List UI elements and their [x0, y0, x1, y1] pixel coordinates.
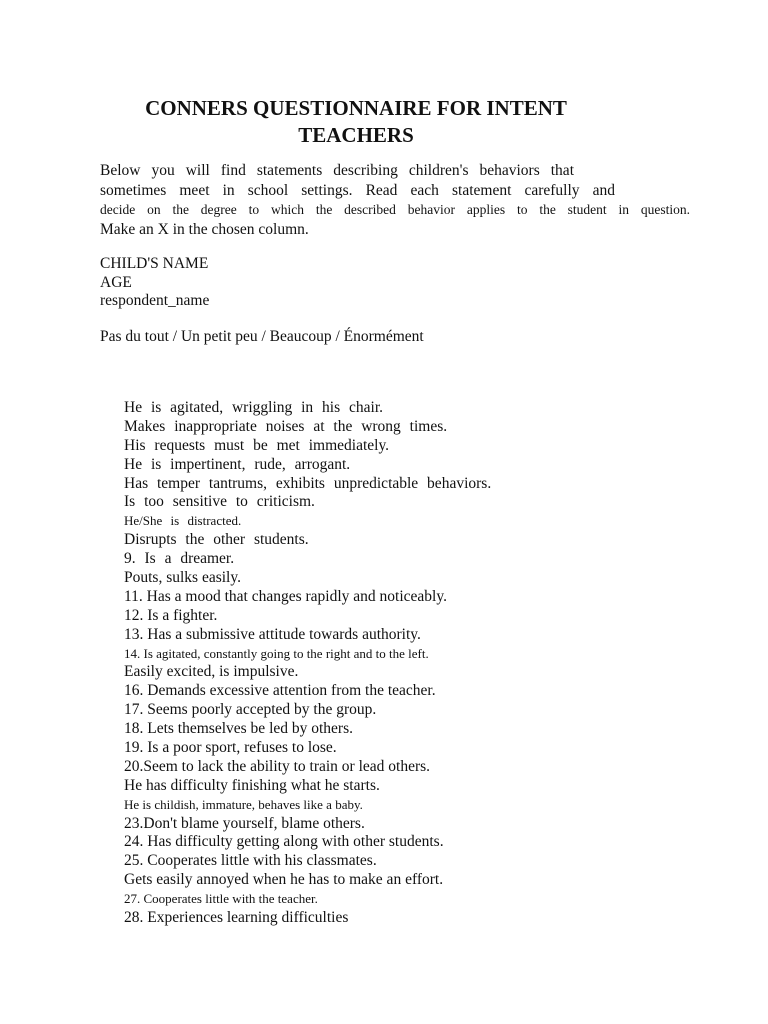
list-item: 24. Has difficulty getting along with other students.	[124, 833, 444, 851]
list-item: Gets easily annoyed when he has to make an effort.	[124, 871, 444, 889]
list-item: 19. Is a poor sport, refuses to lose.	[124, 739, 337, 757]
list-item: 12. Is a fighter.	[124, 606, 218, 624]
list-item: His requests must be met immediately.	[124, 436, 390, 454]
instructions-line: Make an X in the chosen column.	[100, 220, 309, 238]
list-item: Disrupts the other students.	[124, 531, 309, 549]
list-item: 11. Has a mood that changes rapidly and noticeably.	[124, 587, 447, 605]
document-title	[100, 95, 612, 149]
title-line-2: TEACHERS	[298, 123, 414, 147]
list-item: Is too sensitive to criticism.	[124, 493, 315, 511]
list-item: 13. Has a submissive attitude towards authority.	[124, 625, 421, 643]
instructions-line: Below you will find statements describing children's behaviors that	[100, 162, 574, 179]
list-item: He is childish, immature, behaves like a baby.	[124, 796, 363, 812]
rating-scale: Pas du tout / Un petit peu / Beaucoup / Énormément	[100, 328, 424, 345]
instructions-paragraph	[100, 161, 690, 239]
list-item: He has difficulty finishing what he starts.	[124, 776, 380, 794]
respondent-name-label: respondent_name	[100, 292, 210, 309]
list-item: Easily excited, is impulsive.	[124, 663, 299, 681]
list-item: 23.Don't blame yourself, blame others.	[124, 814, 365, 832]
list-item: 14. Is agitated, constantly going to the right and to the left.	[124, 645, 429, 661]
list-item: Has temper tantrums, exhibits unpredictable behaviors.	[124, 474, 492, 492]
list-item: 27. Cooperates little with the teacher.	[124, 891, 318, 907]
respondent-fields	[100, 255, 209, 311]
list-item: 17. Seems poorly accepted by the group.	[124, 701, 377, 719]
list-item: 28. Experiences learning difficulties	[124, 909, 349, 927]
list-item: 18. Lets themselves be led by others.	[124, 720, 354, 738]
list-item: He/She is distracted.	[124, 513, 242, 529]
instructions-line: decide on the degree to which the described behavior applies to the student in question.	[100, 202, 690, 217]
instructions-line: sometimes meet in school settings. Read each statement carefully and	[100, 181, 615, 199]
list-item: He is agitated, wriggling in his chair.	[124, 399, 384, 416]
child-name-label: CHILD'S NAME	[100, 255, 209, 272]
behavior-items-list	[124, 399, 724, 928]
list-item: 20.Seem to lack the ability to train or lead others.	[124, 757, 431, 775]
list-item: He is impertinent, rude, arrogant.	[124, 455, 351, 473]
list-item: 25. Cooperates little with his classmates.	[124, 852, 377, 870]
list-item: 16. Demands excessive attention from the teacher.	[124, 682, 436, 700]
list-item: Makes inappropriate noises at the wrong times.	[124, 417, 448, 435]
list-item: Pouts, sulks easily.	[124, 569, 241, 587]
title-line-1: CONNERS QUESTIONNAIRE FOR INTENT	[145, 96, 567, 120]
age-label: AGE	[100, 273, 132, 291]
list-item: 9. Is a dreamer.	[124, 550, 235, 568]
